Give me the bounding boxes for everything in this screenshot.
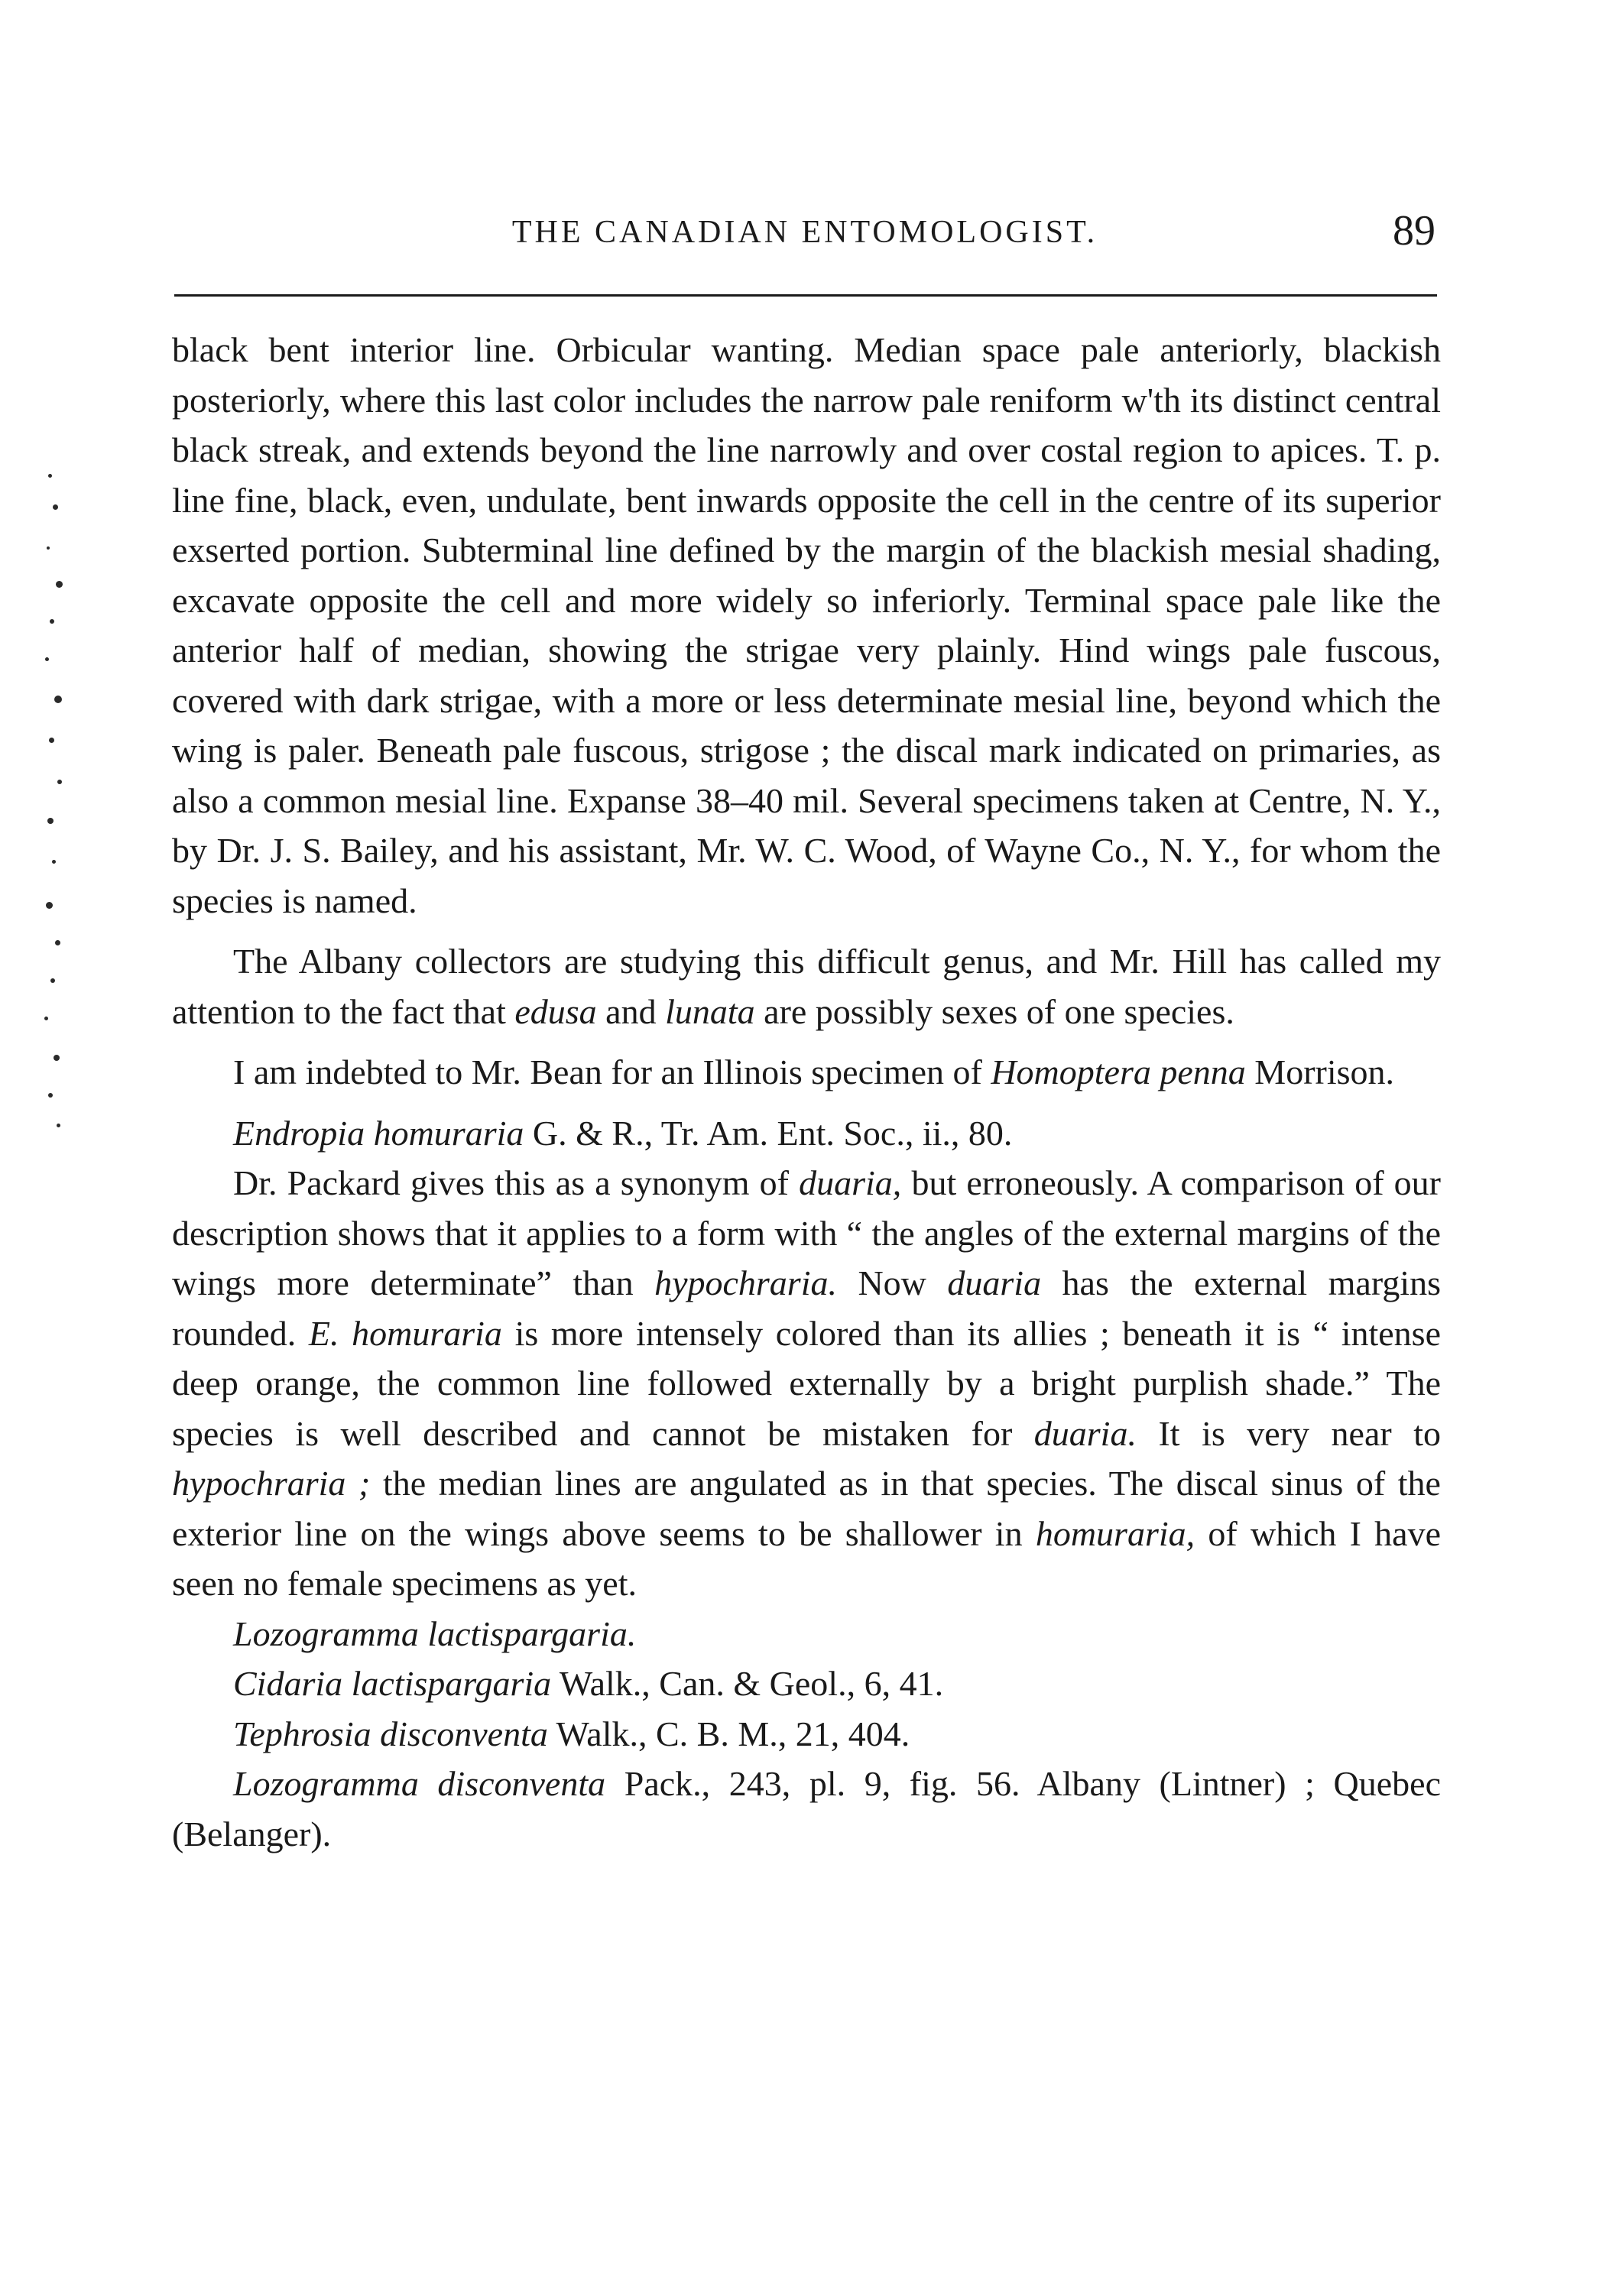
text-run: Walk., C. B. M., 21, 404. [547,1714,910,1753]
paragraph-packard [172,1158,1441,1609]
scan-speckle [56,581,63,588]
species-name: E. homuraria [308,1313,502,1353]
text-run: Morrison. [1245,1052,1395,1091]
species-name: lunata [665,991,755,1031]
species-name: duaria, [799,1163,902,1202]
species-name: Endropia homuraria [233,1113,524,1153]
body-text [172,325,1441,1859]
scan-speckle [50,619,54,624]
text-run: but erroneously. A comparison of our description shows that it applies to a form with “ the angles of the external margins of the wings more determinate” than [172,1163,1442,1302]
page-header [174,206,1435,268]
species-name: edusa [514,991,597,1031]
text-run: Now [836,1263,948,1302]
text-run: Dr. Packard gives this as a synonym of [233,1163,800,1202]
scan-speckle [53,504,58,510]
text-run: is more intensely colored than its allies ; beneath it is “ intense deep orange, the common line followed externally by a bright purplish shade.” The species is well described and cannot be mistaken for [172,1313,1441,1453]
text-run: I am indebted to Mr. Bean for an Illinois specimen of [233,1052,991,1091]
scan-speckle [49,738,54,743]
paragraph-bean [172,1047,1441,1098]
entry-lozogramma-heading: Lozogramma lactispargaria. [233,1613,637,1653]
text-run: are possibly sexes of one species. [754,991,1234,1031]
species-name: Tephrosia disconventa [233,1714,548,1753]
scan-speckle [54,1055,60,1061]
scan-speckle [50,978,55,983]
running-title: THE CANADIAN ENTOMOLOGIST. [511,215,1098,250]
entry-cidaria [172,1659,1441,1709]
text-run: It is very near to [1136,1413,1442,1453]
margin-speckles [42,474,73,1162]
species-name: hypochraria. [654,1263,837,1302]
species-name: duaria. [1033,1413,1137,1453]
text-run: the median lines are angulated as in that species. The discal sinus of the exterior line on the wings above seems to be shallower in [172,1464,1441,1553]
text-run: G. & R., Tr. Am. Ent. Soc., ii., 80. [524,1113,1013,1153]
scan-speckle [55,940,60,945]
text-run: The Albany collectors are studying this difficult genus, and Mr. Hill has called my attention to the fact that [172,942,1441,1031]
scan-speckle [57,1124,60,1127]
species-name: hypochraria ; [172,1464,371,1503]
entry-tephrosia [172,1709,1441,1759]
scan-speckle [48,474,52,478]
scan-speckle [47,546,50,550]
scan-speckle [44,1017,48,1020]
scan-speckle [46,902,53,909]
scan-speckle [52,860,56,864]
paragraph-description: black bent interior line. Orbicular wanting. Median space pale anteriorly, blackish posteriorly, where this last color includes the narrow pale reniform w'th its distinct central black streak, and extends beyond the line narrowly and over costal region to apices. T. p. line fine, black, even, undulate, bent inwards opposite the cell in the centre of its superior exserted portion. Subterminal line defined by the margin of the blackish mesial shading, excavate opposite the cell and more widely so inferiorly. Terminal space pale like the anterior half of median, showing the strigae very plainly. Hind wings pale fuscous, covered with dark strigae, with a more or less determinate mesial line, beyond which the wing is paler. Beneath pale fuscous, strigose ; the discal mark indicated on primaries, as also a common mesial line. Expanse 38–40 mil. Several specimens taken at Centre, N. Y., by Dr. J. S. Bailey, and his assistant, Mr. W. C. Wood, of Wayne Co., N. Y., for whom the species is named. [172,330,1441,920]
paragraph-albany [172,936,1441,1036]
entry-endropia [172,1108,1441,1159]
text-run: and [596,991,666,1031]
species-name: Homoptera penna [991,1052,1246,1091]
species-name: Lozogramma disconventa [233,1764,606,1803]
scan-speckle [47,818,54,824]
species-name: homuraria, [1035,1513,1195,1553]
scan-speckle [57,780,62,784]
species-name: Cidaria lactispargaria [233,1664,552,1703]
scan-speckle [54,696,62,703]
scan-speckle [45,657,49,661]
entry-lozogramma-disconventa [172,1759,1441,1859]
scan-speckle [48,1093,53,1098]
text-run: Walk., Can. & Geol., 6, 41. [551,1664,944,1703]
text-run: has the external margins rounded. [172,1263,1442,1353]
page-number: 89 [1393,207,1435,255]
header-rule [174,294,1437,297]
species-name: duaria [947,1263,1042,1302]
text-run: Pack., 243, pl. 9, fig. 56. Albany (Lintner) ; Quebec (Belanger). [172,1764,1441,1853]
text-run: of which I have seen no female specimens as yet. [172,1513,1441,1603]
